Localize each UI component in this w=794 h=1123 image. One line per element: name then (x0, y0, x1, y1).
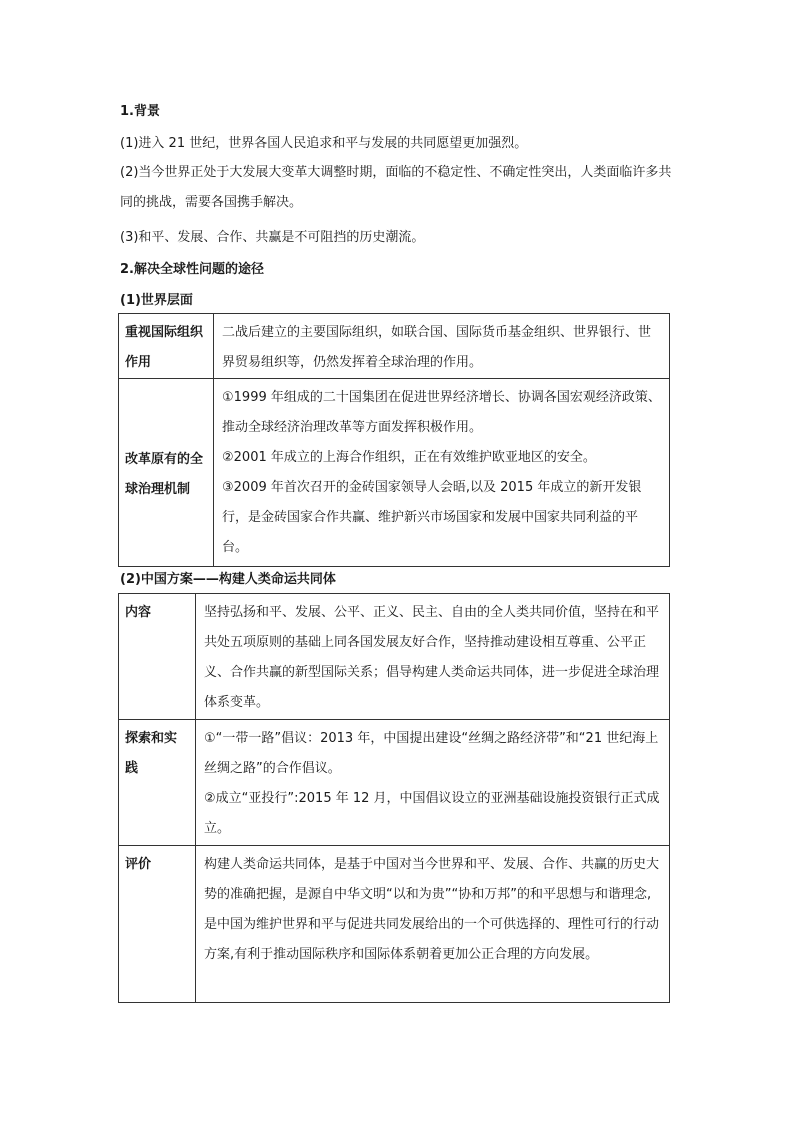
table-row (119, 594, 670, 720)
table-row (119, 314, 670, 379)
row-label-cell (119, 594, 196, 720)
row-content: 构建人类命运共同体，是基于中国对当今世界和平、发展、合作、共赢的历史大势的准确把握，是源自中华文明“以和为贵”“协和万邦”的和平思想与和谐理念,是中国为维护世界和平与促进共同发展给出的一个可供选择的、理性可行的行动方案,有利于推动国际秩序和国际体系朝着更加公正合理的方向发展。 (204, 857, 660, 962)
row-label-cell (119, 720, 196, 846)
row-content: ②成立“亚投行”:2015 年 12 月，中国倡议设立的亚洲基础设施投资银行正式成立。 (204, 791, 660, 836)
row-content: 二战后建立的主要国际组织，如联合国、国际货币基金组织、世界银行、世界贸易组织等，仍然发挥着全球治理的作用。 (222, 325, 652, 370)
row-content: ①1999 年组成的二十国集团在促进世界经济增长、协调各国宏观经济政策、推动全球经济治理改革等方面发挥积极作用。 (222, 390, 661, 435)
background-item-1: (1)进入 21 世纪，世界各国人民追求和平与发展的共同愿望更加强烈。 (120, 136, 528, 151)
row-content: ①“一带一路”倡议：2013 年，中国提出建设“丝绸之路经济带”和“21 世纪海上丝绸之路”的合作倡议。 (204, 731, 659, 776)
background-item-3: (3)和平、发展、合作、共赢是不可阻挡的历史潮流。 (120, 230, 425, 245)
table-row (119, 846, 670, 1003)
row-label: 改革原有的全球治理机制 (125, 451, 204, 497)
row-label-cell (119, 846, 196, 1003)
row-content-cell (196, 846, 670, 1003)
row-content-cell (196, 720, 670, 846)
row-content: ②2001 年成立的上海合作组织，正在有效维护欧亚地区的安全。 (222, 450, 596, 465)
row-label: 探索和实践 (125, 731, 178, 776)
background-item-2: (2)当今世界正处于大发展大变革大调整时期，面临的不稳定性、不确定性突出，人类面临许多共同的挑战，需要各国携手解决。 (120, 165, 672, 210)
subheading-china-plan: (2)中国方案——构建人类命运共同体 (120, 572, 336, 587)
section-heading-background: 1.背景 (120, 104, 160, 119)
section-heading-approaches: 2.解决全球性问题的途径 (120, 262, 264, 277)
row-content-cell (214, 379, 670, 567)
row-content-cell (196, 594, 670, 720)
row-content: 坚持弘扬和平、发展、公平、正义、民主、自由的全人类共同价值，坚持在和平共处五项原则的基础上同各国发展友好合作，坚持推动建设相互尊重、公平正义、合作共赢的新型国际关系；倡导构建人类命运共同体，进一步促进全球治理体系变革。 (204, 605, 660, 710)
row-label-cell (119, 314, 214, 379)
subheading-world-level: (1)世界层面 (120, 293, 193, 308)
row-content-cell (214, 314, 670, 379)
table-row (119, 720, 670, 846)
row-label-cell (119, 379, 214, 567)
row-content: ③2009 年首次召开的金砖国家领导人会晤,以及 2015 年成立的新开发银行，是金砖国家合作共赢、维护新兴市场国家和发展中国家共同利益的平台。 (222, 480, 642, 555)
row-label: 评价 (125, 857, 152, 872)
row-label: 重视国际组织作用 (125, 325, 204, 370)
table-row (119, 379, 670, 567)
row-label: 内容 (125, 605, 152, 620)
china-plan-table (118, 593, 670, 1003)
world-level-table (118, 313, 670, 567)
